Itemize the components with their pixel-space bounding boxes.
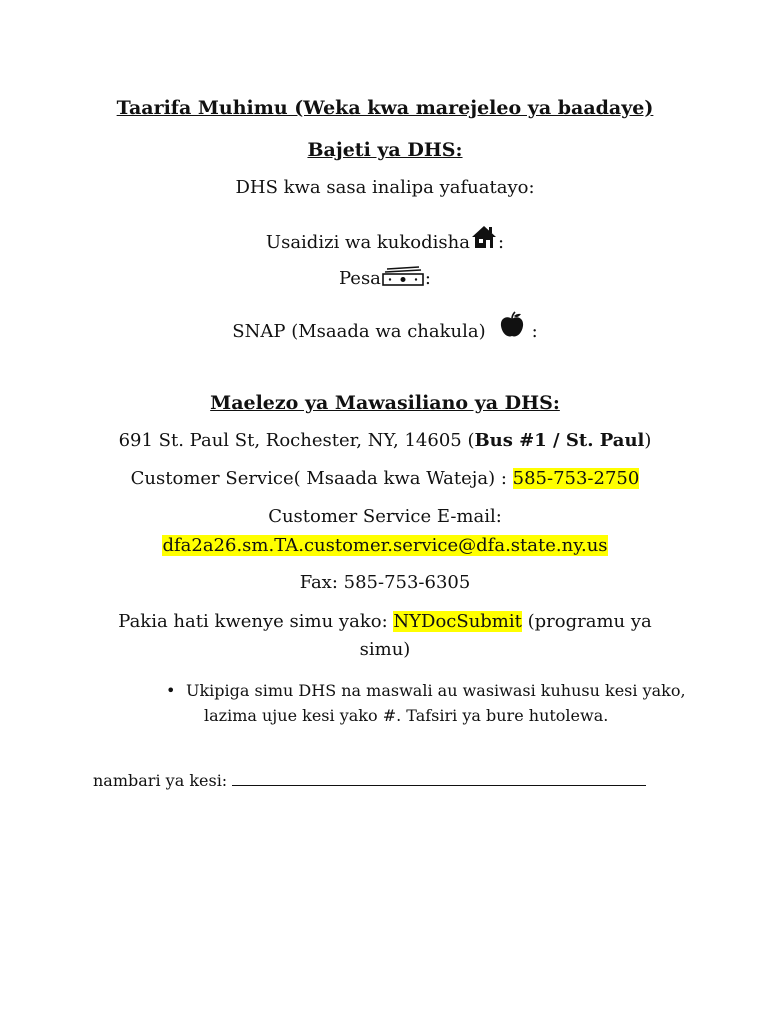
address-line (0, 429, 770, 453)
house-icon (470, 224, 498, 257)
email-link[interactable]: dfa2a26.sm.TA.customer.service@dfa.state.ny.us (162, 535, 608, 556)
customer-service-phone[interactable]: 585-753-2750 (512, 468, 640, 489)
address-close: ) (644, 430, 652, 451)
rent-colon: : (498, 232, 505, 253)
upload-label: Pakia hati kwenye simu yako: (118, 611, 394, 632)
money-icon (381, 266, 425, 293)
snap-label: SNAP (Msaada wa chakula) (232, 321, 486, 342)
customer-service-label: Customer Service( Msaada kwa Wateja) : (130, 468, 513, 489)
budget-heading: Bajeti ya DHS: (307, 139, 463, 161)
bullet-line-1: Ukipiga simu DHS na maswali au wasiwasi kuhusu kesi yako, (186, 681, 686, 700)
bullet-text (186, 678, 686, 728)
bullet-line-2: lazima ujue kesi yako #. Tafsiri ya bure hutolewa. (204, 706, 609, 725)
cash-line (0, 266, 770, 293)
customer-service-line (0, 467, 770, 491)
rent-line (0, 224, 770, 257)
cash-colon: : (424, 268, 431, 289)
address-text: 691 St. Paul St, Rochester, NY, 14605 ( (118, 430, 475, 451)
email-line (0, 534, 770, 558)
upload-line-2: simu) (359, 639, 411, 660)
bullet-dot: • (166, 681, 176, 700)
snap-colon: : (531, 321, 538, 342)
info-bullet (166, 678, 686, 728)
email-label: Customer Service E-mail: (268, 506, 502, 527)
page-title: Taarifa Muhimu (Weka kwa marejeleo ya baadaye) (116, 97, 654, 119)
apple-icon (498, 311, 526, 346)
upload-line (0, 610, 770, 634)
fax-line: Fax: 585-753-6305 (299, 572, 471, 593)
case-number-row (93, 770, 646, 792)
snap-line (0, 311, 770, 346)
address-bus: Bus #1 / St. Paul (474, 430, 645, 451)
upload-app-name[interactable]: NYDocSubmit (393, 611, 522, 632)
case-number-label: nambari ya kesi: (93, 771, 233, 790)
contact-heading: Maelezo ya Mawasiliano ya DHS: (210, 392, 560, 414)
upload-suffix: (programu ya (521, 611, 652, 632)
case-number-field[interactable] (232, 771, 646, 786)
rent-label: Usaidizi wa kukodisha (265, 232, 470, 253)
budget-intro: DHS kwa sasa inalipa yafuatayo: (235, 177, 535, 198)
cash-label: Pesa (338, 268, 381, 289)
